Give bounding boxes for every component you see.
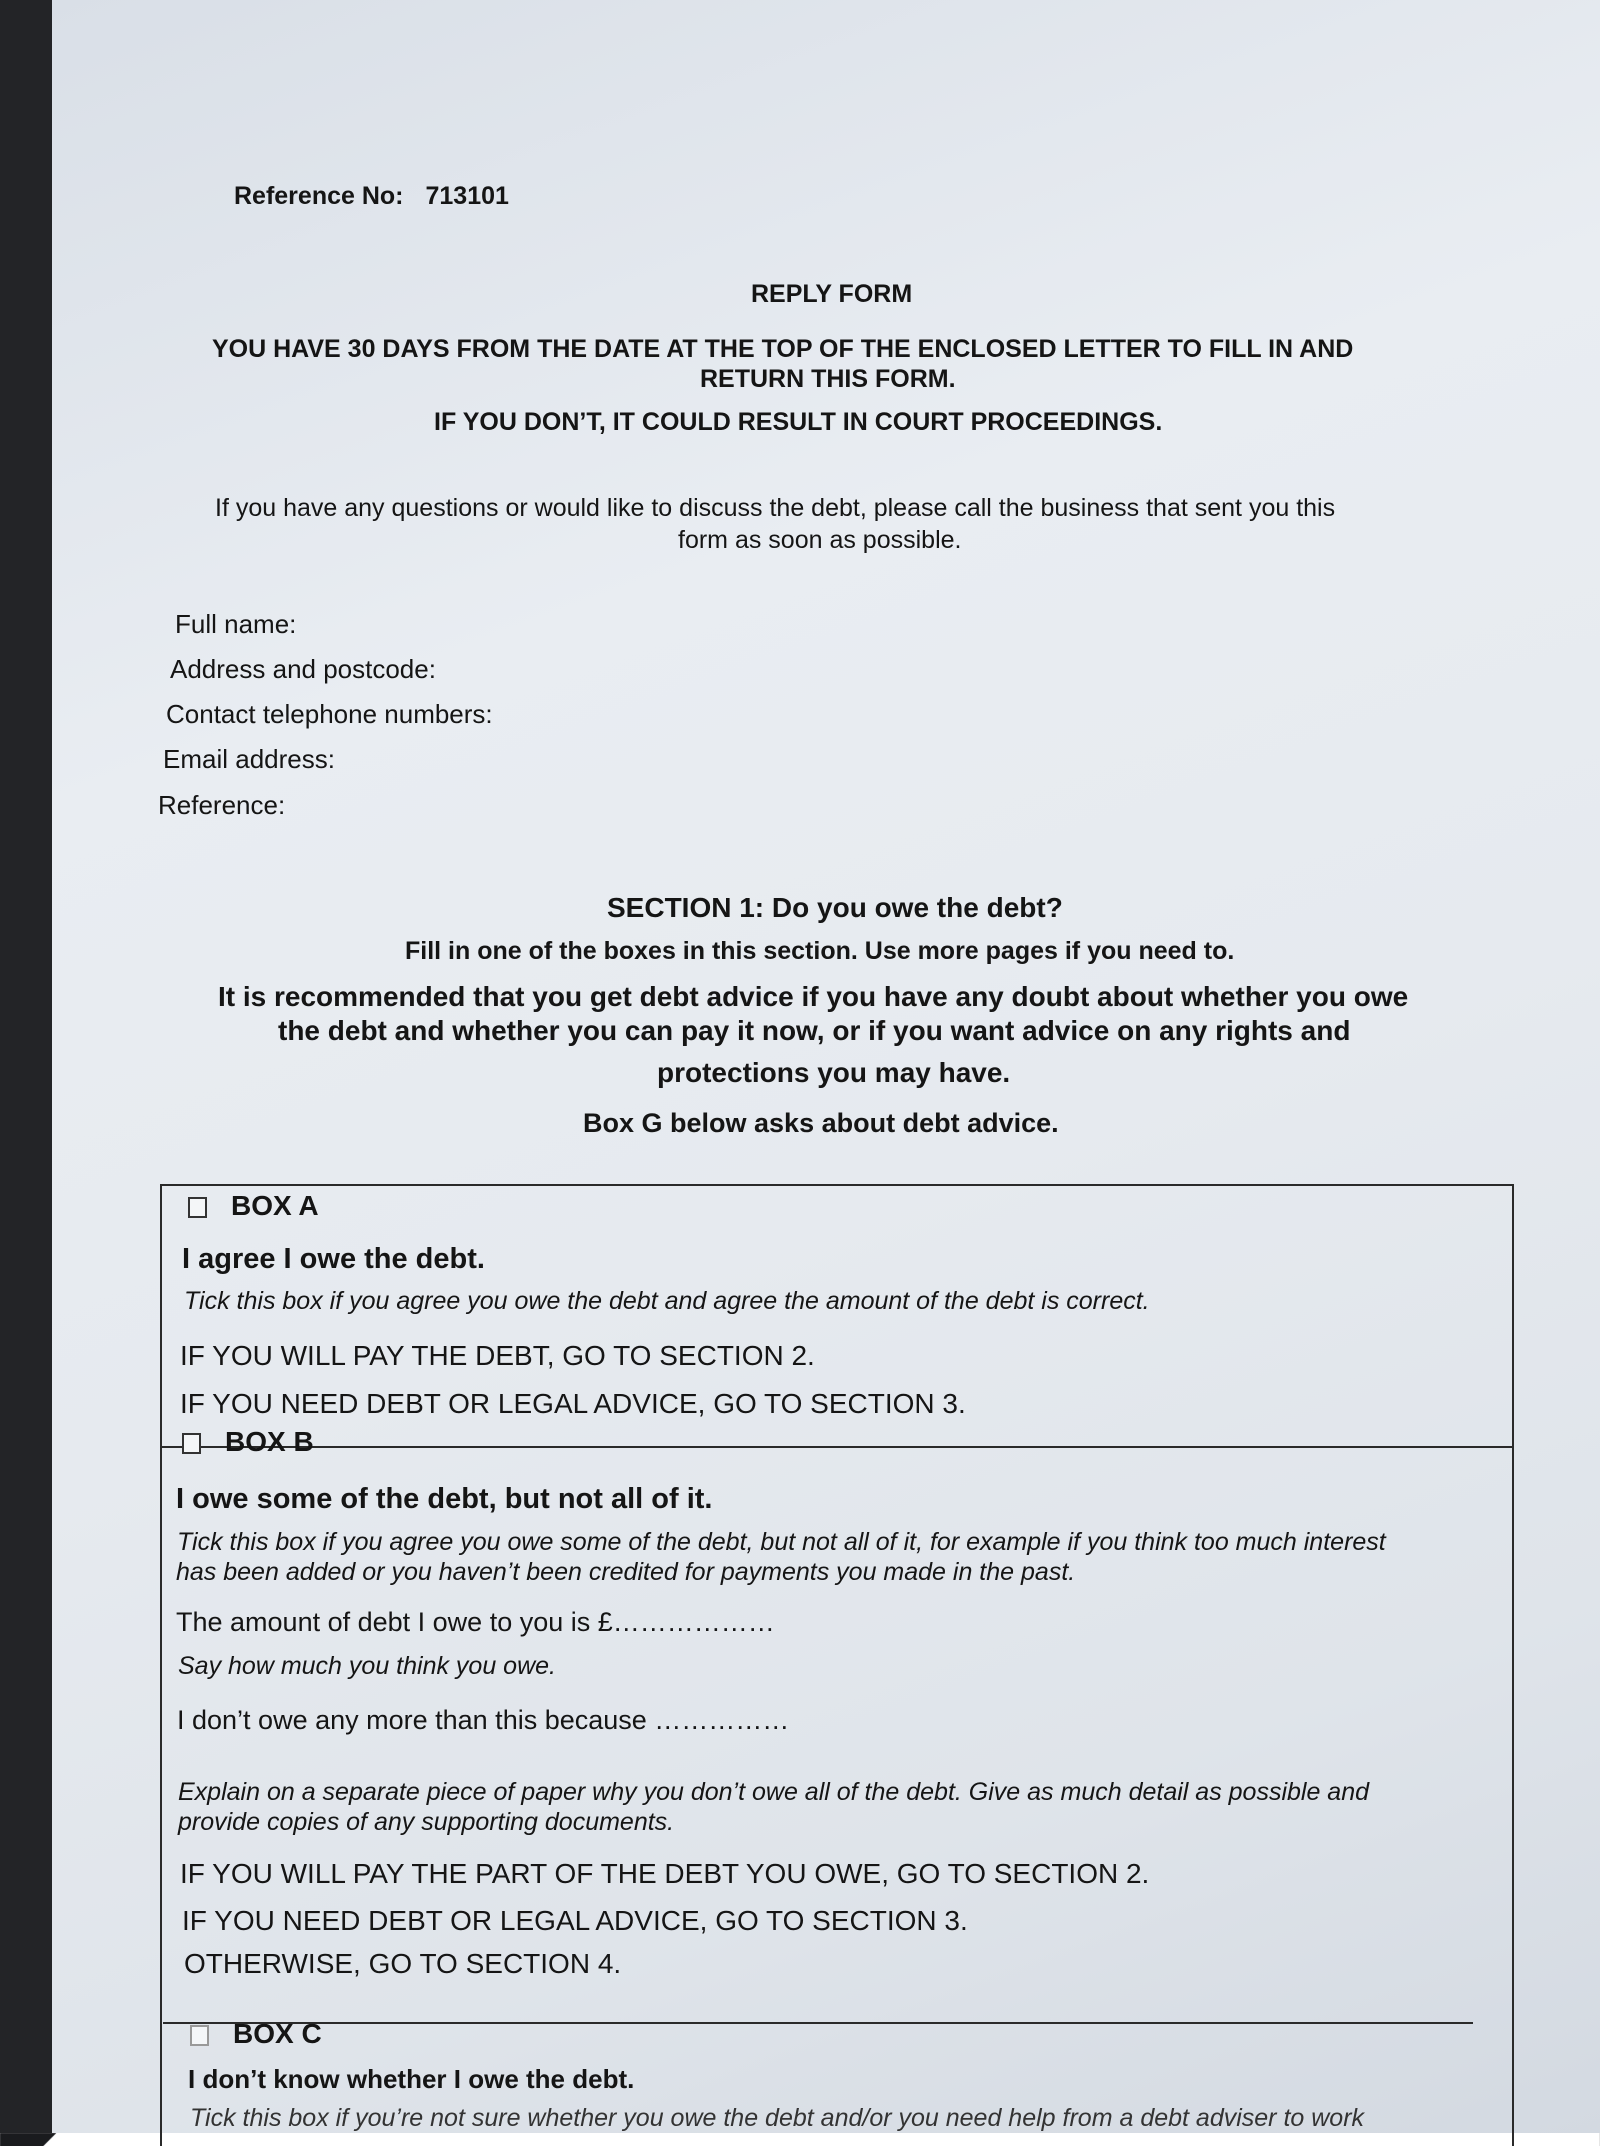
box-b-checkbox[interactable]	[182, 1433, 201, 1454]
box-a-line-1: IF YOU WILL PAY THE DEBT, GO TO SECTION 2.	[180, 1340, 815, 1371]
advice-line-1: It is recommended that you get debt advice if you have any doubt about whether you owe	[218, 981, 1409, 1012]
intro-line-1: If you have any questions or would like to discuss the debt, please call the business that sent you this	[215, 494, 1336, 522]
field-email: Email address:	[163, 744, 335, 774]
field-full-name: Full name:	[175, 609, 297, 639]
box-divider-a-b	[160, 1446, 1512, 1448]
warning-line-3: IF YOU DON’T, IT COULD RESULT IN COURT PROCEEDINGS.	[434, 408, 1163, 436]
box-divider-b-c	[163, 2022, 1473, 2024]
box-a-hint: Tick this box if you agree you owe the debt and agree the amount of the debt is correct.	[184, 1287, 1150, 1315]
box-a-header	[188, 1190, 319, 1222]
box-b-label: BOX B	[225, 1426, 314, 1457]
box-b-amount[interactable]: The amount of debt I owe to you is £………………	[176, 1607, 775, 1637]
reference-number	[234, 182, 509, 211]
box-c-label: BOX C	[233, 2018, 322, 2049]
box-c-hint: Tick this box if you’re not sure whether you owe the debt and/or you need help from a debt adviser to work	[190, 2104, 1365, 2132]
box-b-line-1: IF YOU WILL PAY THE PART OF THE DEBT YOU OWE, GO TO SECTION 2.	[180, 1858, 1150, 1889]
box-b-explain-1: Explain on a separate piece of paper why you don’t owe all of the debt. Give as much detail as possible and	[178, 1778, 1370, 1806]
section1-instruction: Fill in one of the boxes in this section. Use more pages if you need to.	[405, 937, 1235, 965]
reference-label: Reference No:	[234, 182, 404, 210]
box-b-hint-2: has been added or you haven’t been credited for payments you made in the past.	[176, 1558, 1076, 1586]
box-b-explain-2: provide copies of any supporting documents.	[178, 1808, 675, 1836]
box-b-amount-hint: Say how much you think you owe.	[178, 1652, 556, 1680]
box-a-lead: I agree I owe the debt.	[182, 1243, 485, 1275]
box-b-line-2: IF YOU NEED DEBT OR LEGAL ADVICE, GO TO SECTION 3.	[182, 1905, 968, 1936]
advice-line-3: protections you may have.	[657, 1057, 1011, 1088]
field-phone: Contact telephone numbers:	[166, 699, 493, 729]
box-g-note: Box G below asks about debt advice.	[583, 1108, 1059, 1138]
box-a-label: BOX A	[231, 1190, 319, 1221]
box-b-hint-1: Tick this box if you agree you owe some of the debt, but not all of it, for example if you think too much interest	[177, 1528, 1386, 1556]
box-a-checkbox[interactable]	[188, 1197, 207, 1218]
form-title: REPLY FORM	[751, 280, 913, 308]
field-reference: Reference:	[158, 790, 286, 820]
box-b-lead: I owe some of the debt, but not all of it.	[176, 1483, 713, 1515]
field-address: Address and postcode:	[170, 654, 436, 684]
advice-line-2: the debt and whether you can pay it now, or if you want advice on any rights and	[278, 1015, 1351, 1046]
box-b-because[interactable]: I don’t owe any more than this because ……………	[177, 1705, 790, 1735]
warning-line-1: YOU HAVE 30 DAYS FROM THE DATE AT THE TOP OF THE ENCLOSED LETTER TO FILL IN AND	[212, 335, 1354, 363]
box-c-checkbox[interactable]	[190, 2025, 209, 2046]
box-c-lead: I don’t know whether I owe the debt.	[188, 2064, 635, 2094]
box-b-line-3: OTHERWISE, GO TO SECTION 4.	[184, 1948, 622, 1979]
intro-line-2: form as soon as possible.	[678, 526, 962, 554]
box-c-header	[190, 2018, 322, 2050]
section1-heading: SECTION 1: Do you owe the debt?	[607, 892, 1063, 923]
box-b-header	[182, 1426, 314, 1458]
box-a-line-2: IF YOU NEED DEBT OR LEGAL ADVICE, GO TO SECTION 3.	[180, 1388, 966, 1419]
reference-value: 713101	[425, 182, 509, 210]
warning-line-2: RETURN THIS FORM.	[700, 365, 956, 393]
